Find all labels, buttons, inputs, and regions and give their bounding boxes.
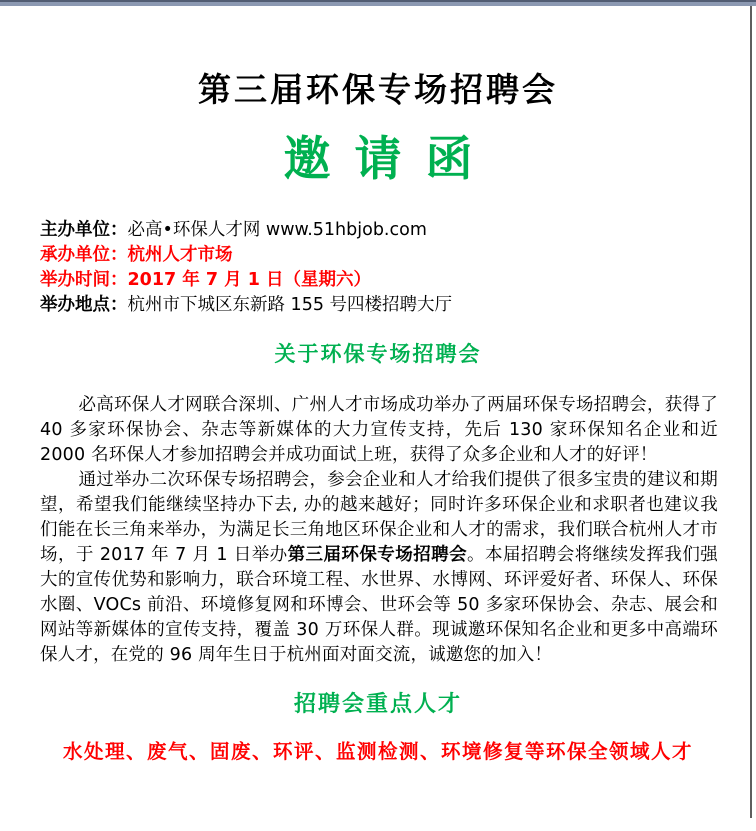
- paragraph-2: [40, 468, 718, 668]
- section-heading-talents: 招聘会重点人才: [293, 692, 462, 718]
- info-value: 杭州人才市场: [127, 244, 233, 265]
- section-heading-about: 关于环保专场招聘会: [274, 341, 482, 366]
- event-info-block: [40, 218, 718, 318]
- paragraph-2-part1: 通过举办二次环保专场招聘会，参会企业和人才给我们提供了很多宝贵的建议和期望，希望我们能继续坚持办下去, 办的越来越好；同时许多环保企业和求职者也建议我们能在长三角来举办，为满足长三角地区环保企业和人才的需求，我们联合杭州人才市场，于 2017 年 7 月 1 日举办: [40, 470, 718, 566]
- paragraph-2-bold: 第三届环保专场招聘会: [287, 545, 468, 566]
- document-title: 第三届环保专场招聘会: [198, 70, 558, 109]
- info-label: 承办单位：: [40, 244, 128, 265]
- about-body: [40, 393, 718, 668]
- info-line-organizer: [40, 218, 718, 243]
- info-label: 举办时间：: [40, 269, 128, 290]
- invitation-heading: 邀请函: [283, 131, 497, 187]
- paragraph-1: 必高环保人才网联合深圳、广州人才市场成功举办了两届环保专场招聘会，获得了 40 多家环保协会、杂志等新媒体的大力宣传支持，先后 130 家环保知名企业和近 2000 名环保人才参加招聘会并成功面试上班，获得了众多企业和人才的好评！: [40, 395, 718, 466]
- info-label: 主办单位：: [40, 219, 128, 240]
- info-value: 必高•环保人才网 www.51hbjob.com: [127, 219, 427, 240]
- info-line-time: [40, 268, 718, 293]
- info-line-coorganizer: [40, 243, 718, 268]
- info-line-location: [40, 293, 718, 318]
- info-value: 2017 年 7 月 1 日（星期六）: [127, 269, 372, 290]
- info-label: 举办地点：: [40, 294, 128, 315]
- info-value: 杭州市下城区东新路 155 号四楼招聘大厅: [127, 294, 453, 315]
- paragraph-2-part2: 。本届招聘会将继续发挥我们强大的宣传优势和影响力，联合环境工程、水世界、水博网、环评爱好者、环保人、环保水圈、VOCs 前沿、环境修复网和环博会、世环会等 50 多家环保协会、杂志、展会和网站等新媒体的宣传支持，覆盖 30 万环保人群。现诚邀环保知名企业和更多中高端环保人才，在党的 96 周年生日于杭州面对面交流，诚邀您的加入！: [40, 545, 718, 666]
- talents-line: 水处理、废气、固废、环评、监测检测、环境修复等环保全领域人才: [62, 739, 693, 763]
